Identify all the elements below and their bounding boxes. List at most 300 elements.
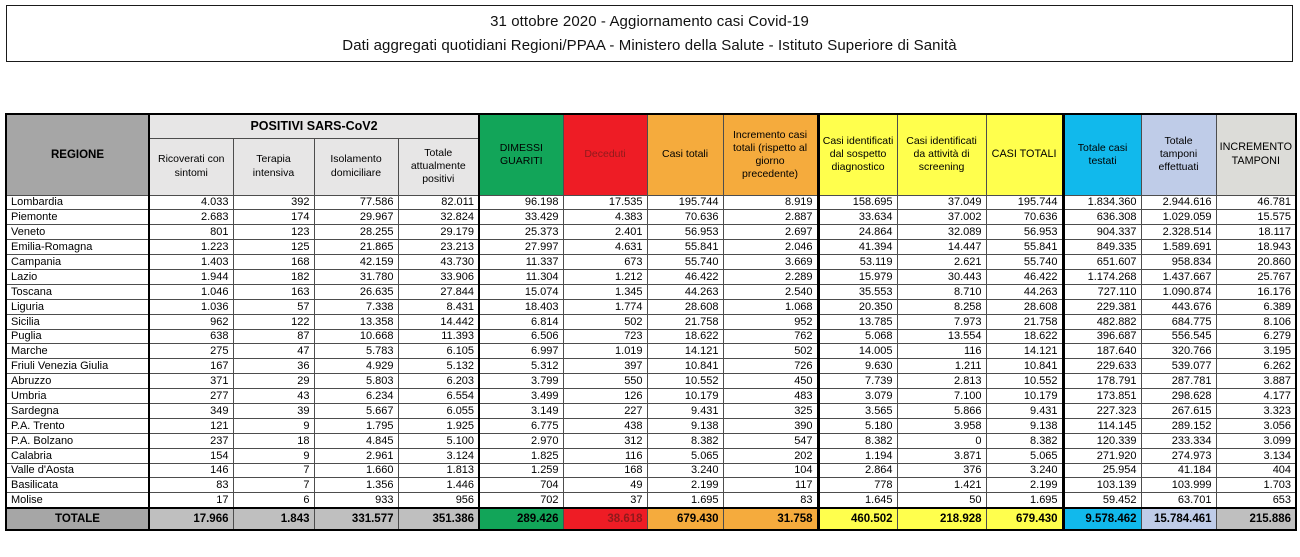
- value-cell: 116: [563, 448, 647, 463]
- value-cell: 1.703: [1216, 478, 1296, 493]
- value-cell: 46.422: [986, 269, 1063, 284]
- region-cell: Liguria: [6, 299, 149, 314]
- value-cell: 41.394: [818, 240, 897, 255]
- header-casi-testati: Totale casi testati: [1063, 114, 1141, 195]
- value-cell: 1.437.667: [1141, 269, 1216, 284]
- value-cell: 237: [149, 433, 233, 448]
- value-cell: 33.429: [479, 210, 563, 225]
- value-cell: 39: [233, 403, 314, 418]
- table-row: [6, 478, 1296, 493]
- value-cell: 5.065: [986, 448, 1063, 463]
- value-cell: 7.100: [897, 389, 986, 404]
- value-cell: 87: [233, 329, 314, 344]
- value-cell: 5.803: [314, 374, 398, 389]
- value-cell: 55.841: [986, 240, 1063, 255]
- value-cell: 1.589.691: [1141, 240, 1216, 255]
- value-cell: 10.552: [986, 374, 1063, 389]
- value-cell: 684.775: [1141, 314, 1216, 329]
- value-cell: 28.608: [986, 299, 1063, 314]
- value-cell: 1.774: [563, 299, 647, 314]
- value-cell: 2.944.616: [1141, 195, 1216, 210]
- value-cell: 1.660: [314, 463, 398, 478]
- value-cell: 21.758: [647, 314, 723, 329]
- value-cell: 3.499: [479, 389, 563, 404]
- value-cell: 3.149: [479, 403, 563, 418]
- value-cell: 10.841: [986, 359, 1063, 374]
- value-cell: 2.683: [149, 210, 233, 225]
- total-value-cell: 218.928: [897, 508, 986, 530]
- header-casi-totali: Casi totali: [647, 114, 723, 195]
- value-cell: 6.997: [479, 344, 563, 359]
- value-cell: 6.262: [1216, 359, 1296, 374]
- value-cell: 1.212: [563, 269, 647, 284]
- total-value-cell: 38.618: [563, 508, 647, 530]
- region-cell: Friuli Venezia Giulia: [6, 359, 149, 374]
- value-cell: 13.358: [314, 314, 398, 329]
- value-cell: 390: [723, 418, 818, 433]
- value-cell: 704: [479, 478, 563, 493]
- table-row: [6, 344, 1296, 359]
- value-cell: 10.179: [647, 389, 723, 404]
- value-cell: 70.636: [647, 210, 723, 225]
- value-cell: 8.106: [1216, 314, 1296, 329]
- region-cell: Lombardia: [6, 195, 149, 210]
- value-cell: 8.382: [647, 433, 723, 448]
- value-cell: 962: [149, 314, 233, 329]
- value-cell: 7.973: [897, 314, 986, 329]
- value-cell: 18.943: [1216, 240, 1296, 255]
- value-cell: 33.906: [398, 269, 479, 284]
- value-cell: 702: [479, 493, 563, 508]
- value-cell: 14.442: [398, 314, 479, 329]
- value-cell: 182: [233, 269, 314, 284]
- value-cell: 1.645: [818, 493, 897, 508]
- value-cell: 56.953: [647, 225, 723, 240]
- value-cell: 550: [563, 374, 647, 389]
- value-cell: 53.119: [818, 255, 897, 270]
- value-cell: 32.824: [398, 210, 479, 225]
- value-cell: 13.554: [897, 329, 986, 344]
- value-cell: 1.259: [479, 463, 563, 478]
- table-row: [6, 389, 1296, 404]
- value-cell: 41.184: [1141, 463, 1216, 478]
- value-cell: 103.139: [1063, 478, 1141, 493]
- value-cell: 483: [723, 389, 818, 404]
- value-cell: 42.159: [314, 255, 398, 270]
- value-cell: 3.134: [1216, 448, 1296, 463]
- value-cell: 14.121: [647, 344, 723, 359]
- value-cell: 15.575: [1216, 210, 1296, 225]
- value-cell: 26.635: [314, 284, 398, 299]
- value-cell: 653: [1216, 493, 1296, 508]
- header-dimessi-guariti: DIMESSI GUARITI: [479, 114, 563, 195]
- value-cell: 6: [233, 493, 314, 508]
- total-value-cell: 1.843: [233, 508, 314, 530]
- header-regione: REGIONE: [6, 114, 149, 195]
- value-cell: 2.864: [818, 463, 897, 478]
- value-cell: 187.640: [1063, 344, 1141, 359]
- value-cell: 195.744: [647, 195, 723, 210]
- value-cell: 723: [563, 329, 647, 344]
- value-cell: 289.152: [1141, 418, 1216, 433]
- value-cell: 120.339: [1063, 433, 1141, 448]
- value-cell: 123: [233, 225, 314, 240]
- value-cell: 33.634: [818, 210, 897, 225]
- table-row: [6, 403, 1296, 418]
- header-tamponi-effettuati: Totale tamponi effettuati: [1141, 114, 1216, 195]
- value-cell: 482.882: [1063, 314, 1141, 329]
- value-cell: 4.845: [314, 433, 398, 448]
- value-cell: 229.381: [1063, 299, 1141, 314]
- value-cell: 10.841: [647, 359, 723, 374]
- value-cell: 3.079: [818, 389, 897, 404]
- value-cell: 174: [233, 210, 314, 225]
- value-cell: 502: [723, 344, 818, 359]
- value-cell: 275: [149, 344, 233, 359]
- value-cell: 6.506: [479, 329, 563, 344]
- region-cell: Marche: [6, 344, 149, 359]
- total-value-cell: 351.386: [398, 508, 479, 530]
- value-cell: 849.335: [1063, 240, 1141, 255]
- value-cell: 29.967: [314, 210, 398, 225]
- value-cell: 443.676: [1141, 299, 1216, 314]
- value-cell: 82.011: [398, 195, 479, 210]
- value-cell: 1.046: [149, 284, 233, 299]
- header-incremento-casi: Incremento casi totali (rispetto al giorno precedente): [723, 114, 818, 195]
- value-cell: 56.953: [986, 225, 1063, 240]
- value-cell: 43.730: [398, 255, 479, 270]
- value-cell: 168: [563, 463, 647, 478]
- value-cell: 1.345: [563, 284, 647, 299]
- total-row: [6, 508, 1296, 530]
- region-cell: Puglia: [6, 329, 149, 344]
- value-cell: 1.029.059: [1141, 210, 1216, 225]
- value-cell: 3.323: [1216, 403, 1296, 418]
- value-cell: 47: [233, 344, 314, 359]
- value-cell: 9.630: [818, 359, 897, 374]
- covid-data-table: [5, 113, 1297, 531]
- value-cell: 933: [314, 493, 398, 508]
- value-cell: 5.180: [818, 418, 897, 433]
- value-cell: 2.289: [723, 269, 818, 284]
- value-cell: 227.323: [1063, 403, 1141, 418]
- table-header: [6, 114, 1296, 195]
- value-cell: 6.554: [398, 389, 479, 404]
- value-cell: 46.422: [647, 269, 723, 284]
- value-cell: 1.925: [398, 418, 479, 433]
- value-cell: 397: [563, 359, 647, 374]
- value-cell: 392: [233, 195, 314, 210]
- value-cell: 25.954: [1063, 463, 1141, 478]
- value-cell: 18.622: [986, 329, 1063, 344]
- value-cell: 9: [233, 418, 314, 433]
- region-cell: P.A. Bolzano: [6, 433, 149, 448]
- value-cell: 4.929: [314, 359, 398, 374]
- value-cell: 376: [897, 463, 986, 478]
- total-value-cell: 17.966: [149, 508, 233, 530]
- value-cell: 5.065: [647, 448, 723, 463]
- table-row: [6, 374, 1296, 389]
- value-cell: 11.393: [398, 329, 479, 344]
- value-cell: 956: [398, 493, 479, 508]
- value-cell: 14.005: [818, 344, 897, 359]
- value-cell: 46.781: [1216, 195, 1296, 210]
- value-cell: 233.334: [1141, 433, 1216, 448]
- value-cell: 547: [723, 433, 818, 448]
- value-cell: 1.825: [479, 448, 563, 463]
- value-cell: 274.973: [1141, 448, 1216, 463]
- value-cell: 2.813: [897, 374, 986, 389]
- table-row: [6, 314, 1296, 329]
- value-cell: 7: [233, 463, 314, 478]
- value-cell: 1.019: [563, 344, 647, 359]
- value-cell: 6.279: [1216, 329, 1296, 344]
- bulletin-title: 31 ottobre 2020 - Aggiornamento casi Covid-19: [490, 13, 809, 30]
- value-cell: 18: [233, 433, 314, 448]
- region-cell: Toscana: [6, 284, 149, 299]
- value-cell: 10.552: [647, 374, 723, 389]
- value-cell: 104: [723, 463, 818, 478]
- value-cell: 6.203: [398, 374, 479, 389]
- value-cell: 502: [563, 314, 647, 329]
- value-cell: 202: [723, 448, 818, 463]
- value-cell: 23.213: [398, 240, 479, 255]
- value-cell: 4.033: [149, 195, 233, 210]
- total-value-cell: 15.784.461: [1141, 508, 1216, 530]
- table-row: [6, 299, 1296, 314]
- value-cell: 2.401: [563, 225, 647, 240]
- value-cell: 43: [233, 389, 314, 404]
- table-row: [6, 269, 1296, 284]
- value-cell: 44.263: [986, 284, 1063, 299]
- value-cell: 13.785: [818, 314, 897, 329]
- value-cell: 1.223: [149, 240, 233, 255]
- header-totale-positivi: Totale attualmente positivi: [398, 138, 479, 195]
- value-cell: 9.431: [986, 403, 1063, 418]
- value-cell: 103.999: [1141, 478, 1216, 493]
- value-cell: 2.697: [723, 225, 818, 240]
- value-cell: 37.049: [897, 195, 986, 210]
- value-cell: 77.586: [314, 195, 398, 210]
- header-group-positivi: POSITIVI SARS-CoV2: [149, 114, 479, 138]
- value-cell: 2.046: [723, 240, 818, 255]
- value-cell: 116: [897, 344, 986, 359]
- value-cell: 8.919: [723, 195, 818, 210]
- value-cell: 17: [149, 493, 233, 508]
- value-cell: 1.446: [398, 478, 479, 493]
- value-cell: 6.775: [479, 418, 563, 433]
- value-cell: 8.382: [986, 433, 1063, 448]
- value-cell: 638: [149, 329, 233, 344]
- value-cell: 7: [233, 478, 314, 493]
- value-cell: 952: [723, 314, 818, 329]
- table-row: [6, 329, 1296, 344]
- table-row: [6, 433, 1296, 448]
- value-cell: 57: [233, 299, 314, 314]
- value-cell: 18.622: [647, 329, 723, 344]
- value-cell: 762: [723, 329, 818, 344]
- value-cell: 3.799: [479, 374, 563, 389]
- value-cell: 438: [563, 418, 647, 433]
- value-cell: 5.132: [398, 359, 479, 374]
- value-cell: 371: [149, 374, 233, 389]
- value-cell: 37: [563, 493, 647, 508]
- value-cell: 539.077: [1141, 359, 1216, 374]
- value-cell: 168: [233, 255, 314, 270]
- value-cell: 5.312: [479, 359, 563, 374]
- value-cell: 325: [723, 403, 818, 418]
- total-value-cell: 679.430: [986, 508, 1063, 530]
- value-cell: 3.887: [1216, 374, 1296, 389]
- value-cell: 320.766: [1141, 344, 1216, 359]
- value-cell: 3.240: [986, 463, 1063, 478]
- region-cell: Umbria: [6, 389, 149, 404]
- value-cell: 3.565: [818, 403, 897, 418]
- value-cell: 1.944: [149, 269, 233, 284]
- region-cell: Veneto: [6, 225, 149, 240]
- value-cell: 673: [563, 255, 647, 270]
- value-cell: 8.710: [897, 284, 986, 299]
- value-cell: 167: [149, 359, 233, 374]
- value-cell: 27.997: [479, 240, 563, 255]
- value-cell: 173.851: [1063, 389, 1141, 404]
- value-cell: 18.117: [1216, 225, 1296, 240]
- total-value-cell: 460.502: [818, 508, 897, 530]
- value-cell: 1.421: [897, 478, 986, 493]
- value-cell: 55.841: [647, 240, 723, 255]
- table-row: [6, 463, 1296, 478]
- value-cell: 70.636: [986, 210, 1063, 225]
- value-cell: 59.452: [1063, 493, 1141, 508]
- value-cell: 11.337: [479, 255, 563, 270]
- title-box: [6, 5, 1293, 62]
- value-cell: 3.056: [1216, 418, 1296, 433]
- value-cell: 37.002: [897, 210, 986, 225]
- table-row: [6, 418, 1296, 433]
- value-cell: 158.695: [818, 195, 897, 210]
- value-cell: 1.695: [986, 493, 1063, 508]
- value-cell: 349: [149, 403, 233, 418]
- value-cell: 5.100: [398, 433, 479, 448]
- value-cell: 726: [723, 359, 818, 374]
- value-cell: 651.607: [1063, 255, 1141, 270]
- value-cell: 20.860: [1216, 255, 1296, 270]
- total-value-cell: 31.758: [723, 508, 818, 530]
- value-cell: 227: [563, 403, 647, 418]
- value-cell: 195.744: [986, 195, 1063, 210]
- header-screening: Casi identificati da attività di screening: [897, 114, 986, 195]
- value-cell: 2.540: [723, 284, 818, 299]
- table-row: [6, 195, 1296, 210]
- value-cell: 16.176: [1216, 284, 1296, 299]
- table-row: [6, 240, 1296, 255]
- value-cell: 146: [149, 463, 233, 478]
- value-cell: 32.089: [897, 225, 986, 240]
- value-cell: 1.356: [314, 478, 398, 493]
- value-cell: 55.740: [986, 255, 1063, 270]
- value-cell: 3.124: [398, 448, 479, 463]
- value-cell: 14.447: [897, 240, 986, 255]
- value-cell: 36: [233, 359, 314, 374]
- value-cell: 1.403: [149, 255, 233, 270]
- table-row: [6, 493, 1296, 508]
- value-cell: 29.179: [398, 225, 479, 240]
- value-cell: 3.099: [1216, 433, 1296, 448]
- value-cell: 15.979: [818, 269, 897, 284]
- region-cell: Sicilia: [6, 314, 149, 329]
- value-cell: 30.443: [897, 269, 986, 284]
- header-ricoverati: Ricoverati con sintomi: [149, 138, 233, 195]
- value-cell: 8.382: [818, 433, 897, 448]
- region-cell: P.A. Trento: [6, 418, 149, 433]
- value-cell: 1.068: [723, 299, 818, 314]
- value-cell: 7.739: [818, 374, 897, 389]
- value-cell: 0: [897, 433, 986, 448]
- value-cell: 6.814: [479, 314, 563, 329]
- value-cell: 8.431: [398, 299, 479, 314]
- total-value-cell: 679.430: [647, 508, 723, 530]
- header-deceduti: Deceduti: [563, 114, 647, 195]
- total-value-cell: 215.886: [1216, 508, 1296, 530]
- value-cell: 178.791: [1063, 374, 1141, 389]
- value-cell: 904.337: [1063, 225, 1141, 240]
- value-cell: 312: [563, 433, 647, 448]
- value-cell: 9: [233, 448, 314, 463]
- value-cell: 556.545: [1141, 329, 1216, 344]
- value-cell: 21.865: [314, 240, 398, 255]
- value-cell: 277: [149, 389, 233, 404]
- value-cell: 24.864: [818, 225, 897, 240]
- value-cell: 63.701: [1141, 493, 1216, 508]
- value-cell: 11.304: [479, 269, 563, 284]
- header-casi-totali-2: CASI TOTALI: [986, 114, 1063, 195]
- value-cell: 7.338: [314, 299, 398, 314]
- value-cell: 114.145: [1063, 418, 1141, 433]
- region-cell: Campania: [6, 255, 149, 270]
- value-cell: 2.961: [314, 448, 398, 463]
- table-row: [6, 448, 1296, 463]
- value-cell: 2.328.514: [1141, 225, 1216, 240]
- value-cell: 29: [233, 374, 314, 389]
- value-cell: 2.199: [647, 478, 723, 493]
- table-row: [6, 284, 1296, 299]
- header-terapia-intensiva: Terapia intensiva: [233, 138, 314, 195]
- value-cell: 10.179: [986, 389, 1063, 404]
- value-cell: 801: [149, 225, 233, 240]
- region-cell: Emilia-Romagna: [6, 240, 149, 255]
- value-cell: 287.781: [1141, 374, 1216, 389]
- total-value-cell: 331.577: [314, 508, 398, 530]
- header-incremento-tamponi: INCREMENTO TAMPONI: [1216, 114, 1296, 195]
- region-cell: Molise: [6, 493, 149, 508]
- value-cell: 18.403: [479, 299, 563, 314]
- value-cell: 3.871: [897, 448, 986, 463]
- value-cell: 2.621: [897, 255, 986, 270]
- total-value-cell: 289.426: [479, 508, 563, 530]
- value-cell: 778: [818, 478, 897, 493]
- value-cell: 44.263: [647, 284, 723, 299]
- value-cell: 28.608: [647, 299, 723, 314]
- value-cell: 5.783: [314, 344, 398, 359]
- table-row: [6, 359, 1296, 374]
- value-cell: 5.667: [314, 403, 398, 418]
- value-cell: 1.090.874: [1141, 284, 1216, 299]
- value-cell: 4.631: [563, 240, 647, 255]
- value-cell: 117: [723, 478, 818, 493]
- value-cell: 55.740: [647, 255, 723, 270]
- value-cell: 1.795: [314, 418, 398, 433]
- value-cell: 50: [897, 493, 986, 508]
